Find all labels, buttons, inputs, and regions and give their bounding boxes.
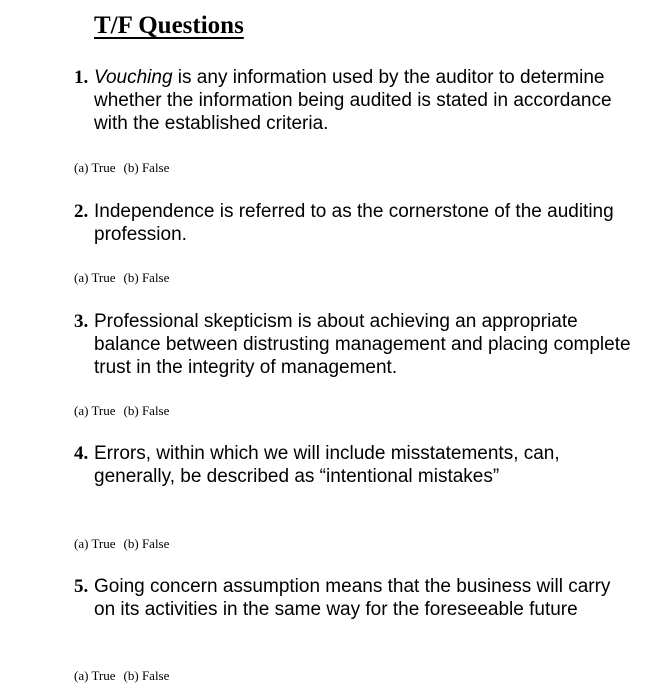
option-true[interactable]: (a) True [74,668,116,683]
answer-options-4 [74,536,169,552]
question-text: Vouching is any information used by the auditor to determine whether the information being audited is stated in accordance with the established criteria. [94,67,612,134]
answer-options-1 [74,160,169,176]
option-false[interactable]: (b) False [123,668,170,683]
question-number: 3. [74,311,89,332]
option-false[interactable]: (b) False [123,536,170,551]
question-number: 2. [74,201,89,222]
option-false[interactable]: (b) False [123,160,170,175]
answer-options-5 [74,668,169,684]
question-3 [74,310,634,379]
option-false[interactable]: (b) False [123,270,170,285]
question-text: Errors, within which we will include misstatements, can, generally, be described as “intentional mistakes” [94,443,560,487]
option-true[interactable]: (a) True [74,160,116,175]
question-number: 5. [74,576,89,597]
option-true[interactable]: (a) True [74,403,116,418]
question-text: Independence is referred to as the cornerstone of the auditing profession. [94,201,614,245]
question-2 [74,200,634,246]
option-true[interactable]: (a) True [74,536,116,551]
question-4 [74,442,634,488]
question-1 [74,66,634,135]
question-text: Going concern assumption means that the business will carry on its activities in the same way for the foreseeable future [94,576,611,620]
page-title: T/F Questions [94,12,244,39]
option-false[interactable]: (b) False [123,403,170,418]
question-number: 4. [74,443,89,464]
question-text: Professional skepticism is about achieving an appropriate balance between distrusting management and placing complete trust in the integrity of management. [94,311,631,378]
answer-options-2 [74,270,169,286]
question-emphasis: Vouching [94,67,173,88]
question-number: 1. [74,67,89,88]
answer-options-3 [74,403,169,419]
question-5 [74,575,634,621]
option-true[interactable]: (a) True [74,270,116,285]
